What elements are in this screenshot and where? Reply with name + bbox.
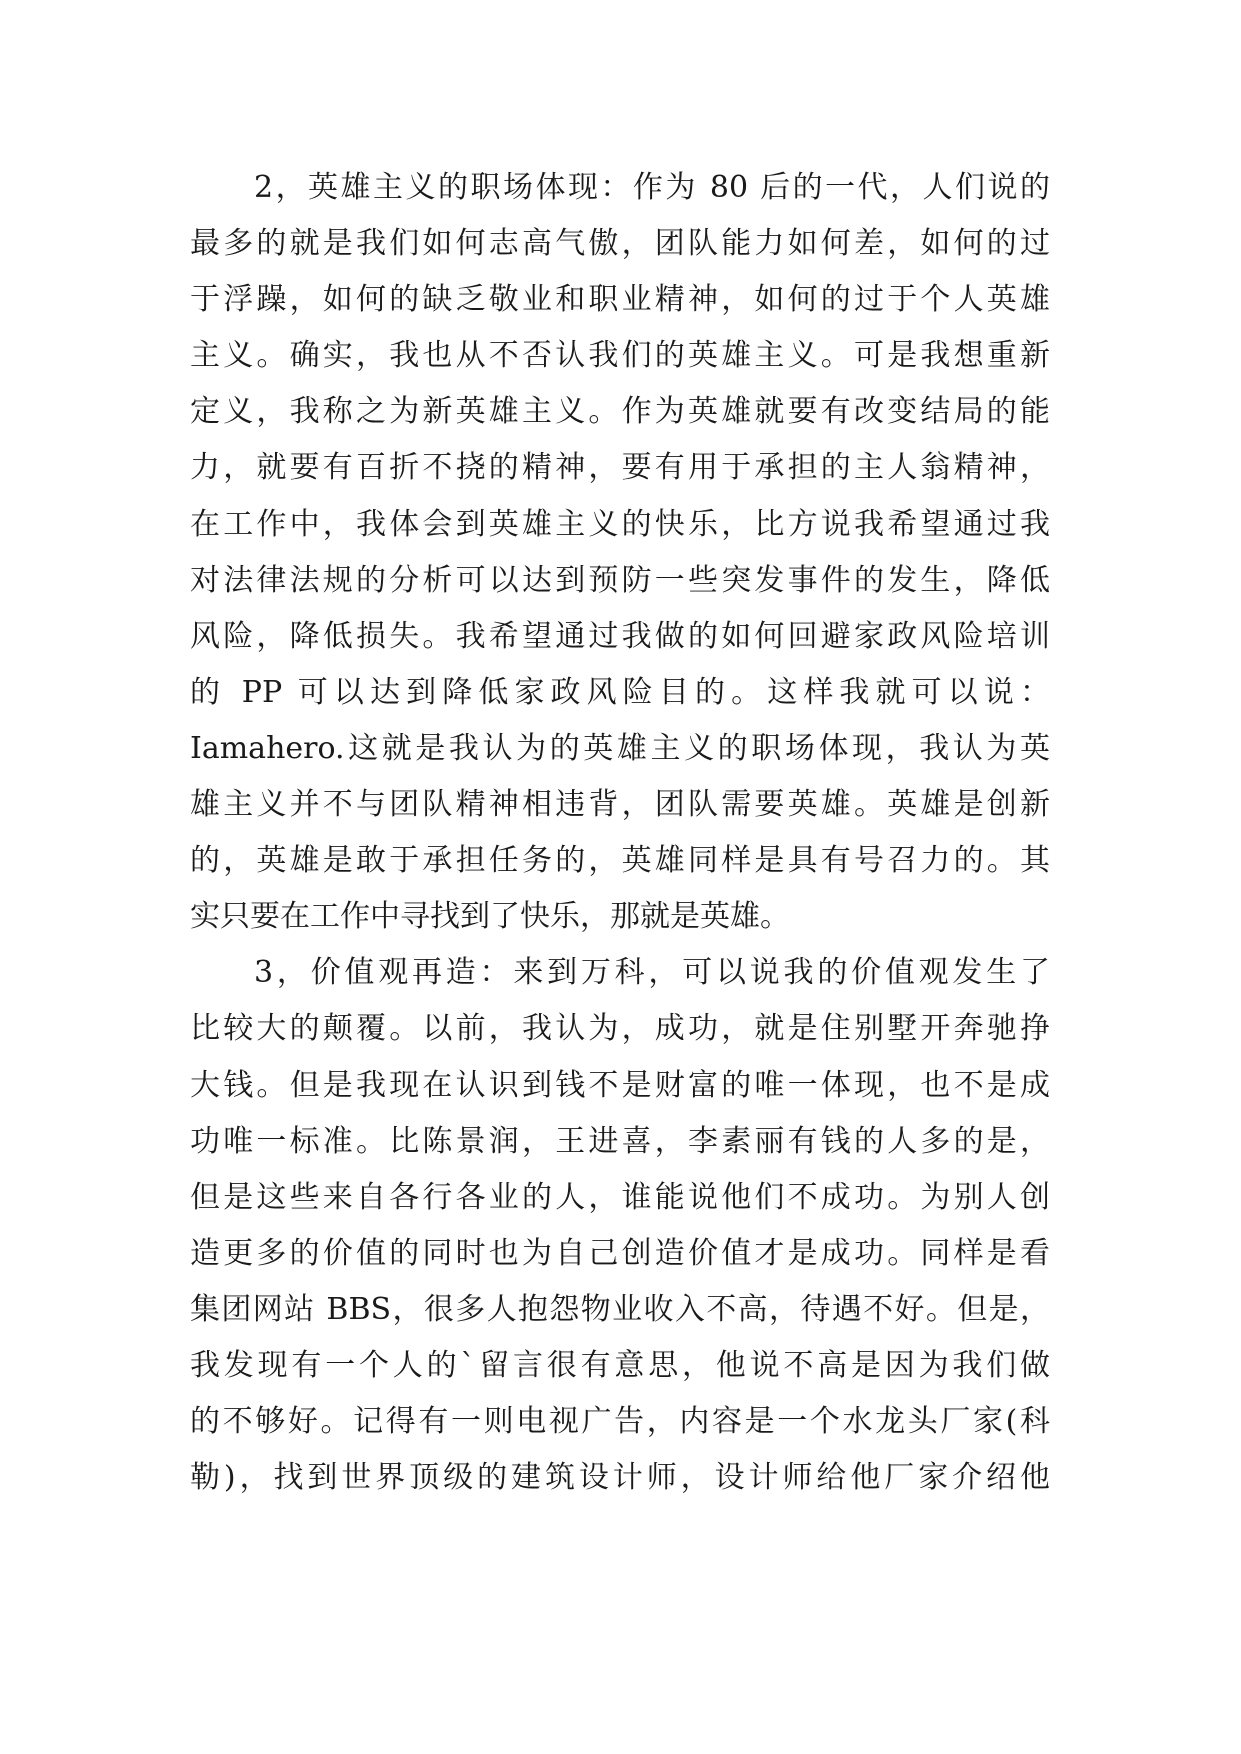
text-line: 风险，降低损失。我希望通过我做的如何回避家政风险培训: [190, 618, 1050, 654]
text-line: 最多的就是我们如何志高气傲，团队能力如何差，如何的过: [190, 226, 1050, 262]
text-line: Iamahero.这就是我认为的英雄主义的职场体现，我认为英: [190, 730, 1050, 766]
text-line: 的不够好。记得有一则电视广告，内容是一个水龙头厂家(科: [190, 1404, 1050, 1440]
text-line: 我发现有一个人的`留言很有意思，他说不高是因为我们做: [190, 1347, 1050, 1383]
text-line: 对法律法规的分析可以达到预防一些突发事件的发生，降低: [190, 562, 1050, 598]
paragraph-heroism: [190, 160, 1050, 945]
text-line: 力，就要有百折不挠的精神，要有用于承担的主人翁精神，: [190, 450, 1050, 486]
text-line: 2，英雄主义的职场体现：作为 80 后的一代，人们说的: [254, 170, 1050, 205]
text-line: 勒)，找到世界顶级的建筑设计师，设计师给他厂家介绍他: [190, 1460, 1050, 1496]
paragraph-values: [190, 945, 1050, 1506]
text-line: 功唯一标准。比陈景润，王进喜，李素丽有钱的人多的是，: [190, 1123, 1050, 1159]
text-line: 的，英雄是敢于承担任务的，英雄同样是具有号召力的。其: [190, 843, 1050, 879]
text-line: 雄主义并不与团队精神相违背，团队需要英雄。英雄是创新: [190, 787, 1050, 823]
text-line: 3，价值观再造：来到万科，可以说我的价值观发生了: [254, 955, 1050, 991]
text-line: 主义。确实，我也从不否认我们的英雄主义。可是我想重新: [190, 338, 1050, 374]
text-line: 于浮躁，如何的缺乏敬业和职业精神，如何的过于个人英雄: [190, 282, 1050, 318]
text-line: 造更多的价值的同时也为自己创造价值才是成功。同样是看: [190, 1235, 1050, 1271]
text-line: 的 PP 可以达到降低家政风险目的。这样我就可以说：: [190, 674, 1050, 710]
text-line: 但是这些来自各行各业的人，谁能说他们不成功。为别人创: [190, 1179, 1050, 1215]
text-line: 定义，我称之为新英雄主义。作为英雄就要有改变结局的能: [190, 394, 1050, 430]
text-line: 大钱。但是我现在认识到钱不是财富的唯一体现，也不是成: [190, 1067, 1050, 1103]
text-line: 实只要在工作中寻找到了快乐，那就是英雄。: [190, 899, 790, 935]
text-line: 比较大的颠覆。以前，我认为，成功，就是住别墅开奔驰挣: [190, 1011, 1050, 1047]
text-line: 在工作中，我体会到英雄主义的快乐，比方说我希望通过我: [190, 506, 1050, 542]
text-line: 集团网站 BBS，很多人抱怨物业收入不高，待遇不好。但是，: [190, 1291, 1050, 1327]
body-text: [190, 160, 1050, 1506]
